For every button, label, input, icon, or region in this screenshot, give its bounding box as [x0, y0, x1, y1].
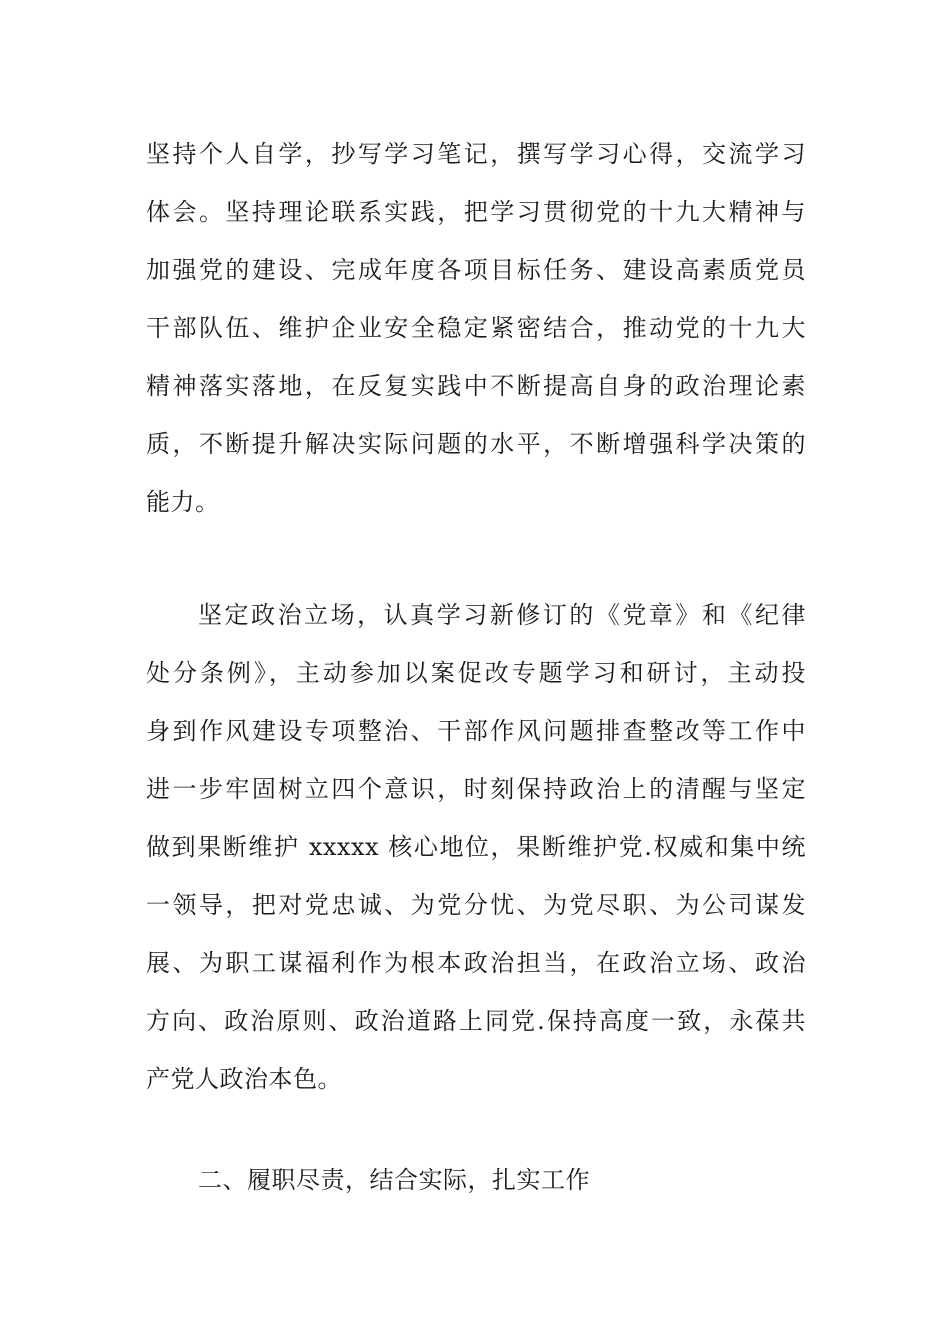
section-heading: 二、履职尽责，结合实际，扎实工作 [198, 1166, 590, 1194]
text-line: 展、为职工谋福利作为根本政治担当，在政治立场、政治 [146, 949, 806, 977]
text-line: 做到果断维护 xxxxx 核心地位，果断维护党.权威和集中统 [146, 833, 806, 861]
text-line: 体会。坚持理论联系实践，把学习贯彻党的十九大精神与 [146, 198, 806, 226]
text-line: 坚持个人自学，抄写学习笔记，撰写学习心得，交流学习 [146, 140, 806, 168]
text-line: 干部队伍、维护企业安全稳定紧密结合，推动党的十九大 [146, 314, 806, 342]
text-line: 能力。 [146, 488, 220, 516]
text-line: 一领导，把对党忠诚、为党分忧、为党尽职、为公司谋发 [146, 891, 806, 919]
text-line: 质，不断提升解决实际问题的水平，不断增强科学决策的 [146, 430, 806, 458]
text-line: 处分条例》，主动参加以案促改专题学习和研讨，主动投 [146, 659, 806, 687]
text-line: 方向、政治原则、政治道路上同党.保持高度一致，永葆共 [146, 1007, 806, 1035]
text-line: 加强党的建设、完成年度各项目标任务、建设高素质党员 [146, 256, 806, 284]
text-line: 身到作风建设专项整治、干部作风问题排查整改等工作中 [146, 717, 806, 745]
text-line: 精神落实落地，在反复实践中不断提高自身的政治理论素 [146, 372, 806, 400]
text-line: 进一步牢固树立四个意识，时刻保持政治上的清醒与坚定 [146, 775, 806, 803]
text-line: 坚定政治立场，认真学习新修订的《党章》和《纪律 [198, 601, 806, 629]
text-line: 产党人政治本色。 [146, 1065, 342, 1093]
